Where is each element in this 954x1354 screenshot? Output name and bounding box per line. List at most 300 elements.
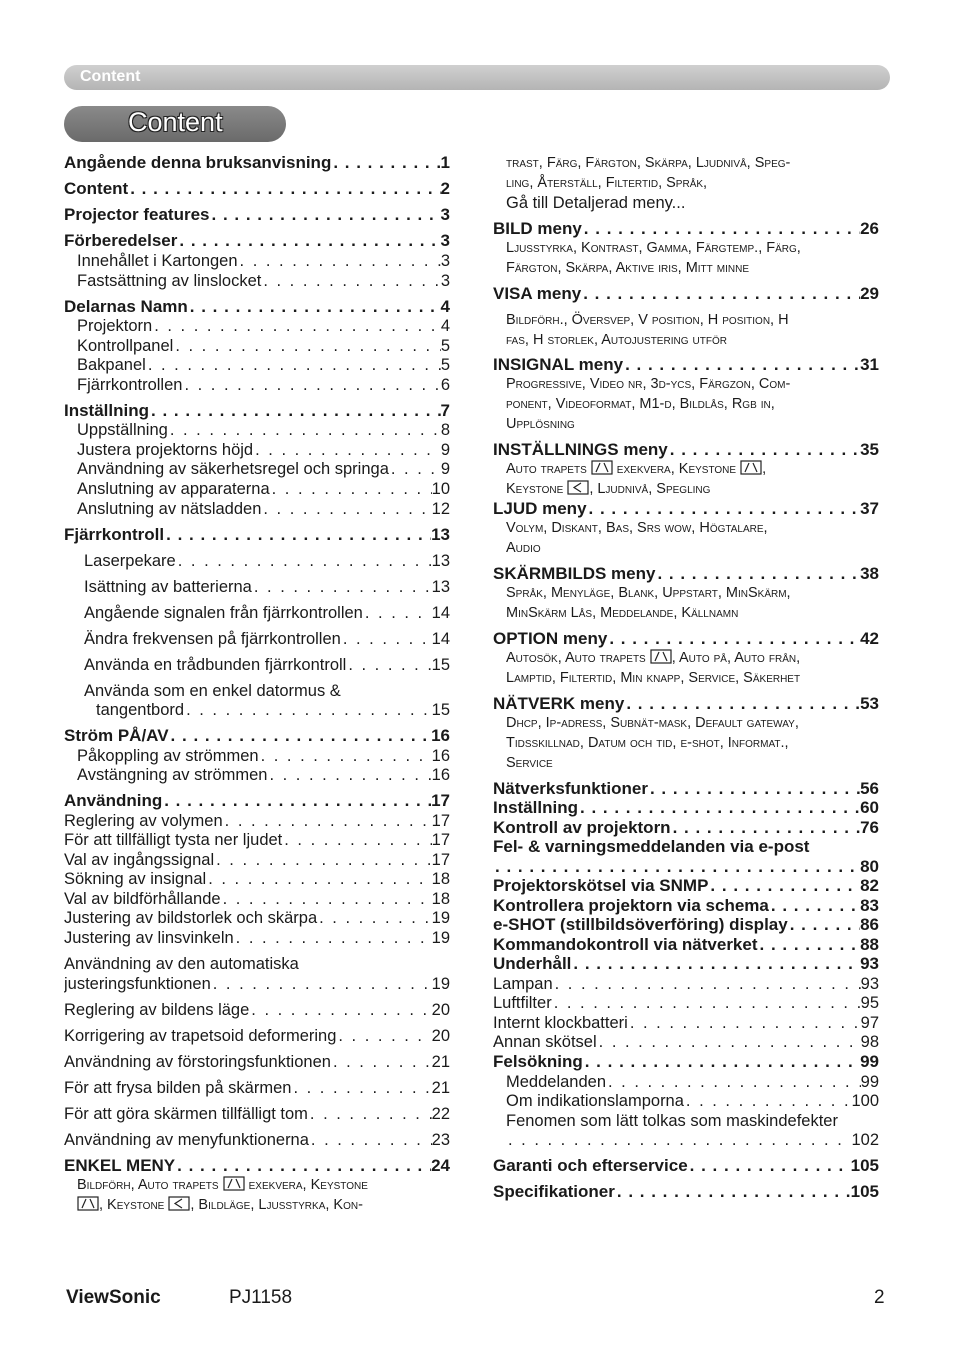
- toc-dot-leader: [363, 603, 432, 623]
- toc-dot-leader: [769, 896, 860, 916]
- toc-entry-title: Reglering av bildens läge: [64, 1001, 250, 1019]
- toc-dot-leader: [221, 889, 432, 909]
- toc-menu-items: [506, 649, 800, 669]
- toc-entry-title: Lampan: [493, 975, 553, 993]
- toc-entry: [493, 694, 879, 714]
- toc-entry-title: För att frysa bilden på skärmen: [64, 1079, 292, 1097]
- toc-entry: [64, 1078, 450, 1098]
- toc-entry-page: 24: [431, 1156, 450, 1175]
- toc-dot-leader: [308, 1104, 432, 1124]
- toc-entry-title: Val av ingångssignal: [64, 851, 215, 869]
- toc-entry-title: Kontrollpanel: [77, 337, 174, 355]
- toc-dot-leader: [582, 219, 860, 239]
- toc-entry-page: 38: [860, 564, 879, 583]
- toc-dot-leader: [175, 1156, 431, 1176]
- toc-dot-leader: [252, 577, 432, 597]
- toc-entry-page: 99: [860, 1052, 879, 1071]
- toc-entry-page: 3: [440, 252, 450, 270]
- toc-entry-title: Delarnas Namn: [64, 297, 188, 316]
- toc-dot-leader: [188, 297, 441, 317]
- toc-entry-page: 9: [440, 441, 450, 459]
- toc-dot-leader: [615, 1182, 851, 1202]
- toc-entry: [77, 251, 450, 271]
- toc-menu-items: [506, 734, 789, 754]
- toc-entry: [493, 798, 879, 818]
- toc-entry-page: 9: [440, 460, 450, 478]
- toc-dot-leader: [583, 1052, 860, 1072]
- toc-entry: [64, 1104, 450, 1124]
- toc-entry: [64, 908, 450, 928]
- toc-entry: [493, 219, 879, 239]
- toc-entry-page: 99: [860, 1073, 879, 1091]
- toc-entry-title: Reglering av volymen: [64, 812, 223, 830]
- toc-entry: [64, 974, 450, 994]
- toc-dot-leader: [336, 1026, 431, 1046]
- toc-entry: [493, 915, 879, 935]
- toc-dot-leader: [493, 857, 860, 877]
- toc-entry-title: Laserpekare: [84, 552, 176, 570]
- toc-entry-title: Användning av menyfunktionerna: [64, 1131, 309, 1149]
- toc-entry: [77, 440, 450, 460]
- toc-entry: [493, 1052, 879, 1072]
- header-band: [64, 65, 890, 90]
- menu-items-text: Bildförh., Översvep, V position, H position, H: [506, 312, 789, 328]
- toc-entry-page: 18: [431, 890, 450, 908]
- toc-menu-items: [77, 1196, 363, 1216]
- toc-entry: [506, 1091, 879, 1111]
- toc-dot-leader: [597, 1032, 861, 1052]
- toc-entry: [493, 954, 879, 974]
- toc-dot-leader: [249, 1000, 431, 1020]
- toc-entry-page: 2: [440, 179, 450, 198]
- menu-items-text: Tidsskillnad, Datum och tid, e-shot, Informat.,: [506, 735, 789, 751]
- toc-entry-title: Luftfilter: [493, 994, 552, 1012]
- toc-entry-title: Angående denna bruksanvisning: [64, 153, 332, 172]
- toc-entry-title: Avstängning av strömmen: [77, 766, 268, 784]
- toc-entry-page: 13: [431, 552, 450, 570]
- toc-entry-page: 7: [440, 401, 450, 420]
- toc-entry-title: För att tillfälligt tysta ner ljudet: [64, 831, 283, 849]
- toc-entry-title: Förberedelser: [64, 231, 178, 250]
- toc-entry-title: BILD meny: [493, 219, 582, 238]
- toc-dot-leader: [270, 479, 432, 499]
- toc-entry-title: LJUD meny: [493, 499, 587, 518]
- menu-items-text: , Ljudnivå, Spegling: [589, 481, 711, 497]
- header-band-label: Content: [80, 68, 141, 85]
- toc-entry: [64, 179, 450, 199]
- toc-dot-leader: [552, 993, 861, 1013]
- toc-entry-page: 3: [440, 231, 450, 250]
- toc-entry-title: Annan skötsel: [493, 1033, 597, 1051]
- toc-entry-title: Anslutning av apparaterna: [77, 480, 270, 498]
- toc-menu-items: [506, 174, 707, 194]
- toc-entry: [493, 935, 879, 955]
- toc-entry: [493, 440, 879, 460]
- toc-dot-leader: [211, 974, 432, 994]
- toc-dot-leader: [176, 551, 432, 571]
- toc-entry: [64, 791, 450, 811]
- keystone-horizontal-icon: [168, 1196, 190, 1211]
- menu-items-text: Volym, Diskant, Bas, Srs wow, Högtalare,: [506, 520, 768, 536]
- toc-text-line: Gå till Detaljerad meny...: [506, 194, 686, 212]
- toc-dot-leader: [210, 205, 441, 225]
- toc-entry-title: Kommandokontroll via nätverket: [493, 935, 758, 954]
- toc-entry-page: 17: [431, 812, 450, 830]
- toc-dot-leader: [182, 375, 440, 395]
- toc-dot-leader: [655, 564, 860, 584]
- toc-entry-page: 22: [431, 1105, 450, 1123]
- toc-entry-title: Val av bildförhållande: [64, 890, 221, 908]
- keystone-vertical-icon: [650, 649, 672, 664]
- toc-entry-title: Fjärrkontroll: [64, 525, 165, 544]
- toc-entry: [64, 1052, 450, 1072]
- toc-entry-title: Sökning av insignal: [64, 870, 207, 888]
- toc-entry-title: Ändra frekvensen på fjärrkontrollen: [84, 630, 341, 648]
- toc-dot-leader: [389, 459, 441, 479]
- toc-entry: [493, 355, 879, 375]
- toc-entry-title: tangentbord: [96, 701, 185, 719]
- toc-entry-page: 56: [860, 779, 879, 798]
- toc-entry: [493, 896, 879, 916]
- toc-dot-leader: [146, 355, 441, 375]
- toc-dot-leader: [128, 179, 440, 199]
- toc-menu-items: [506, 604, 738, 624]
- toc-entry: [493, 818, 879, 838]
- toc-entry-page: 37: [860, 499, 879, 518]
- toc-entry-page: 16: [431, 726, 450, 745]
- toc-dot-leader: [152, 316, 441, 336]
- toc-entry-page: 23: [431, 1131, 450, 1149]
- menu-items-text: Service: [506, 755, 553, 771]
- toc-entry-page: 98: [860, 1033, 879, 1051]
- toc-entry: [64, 889, 450, 909]
- menu-items-text: Dhcp, Ip-adress, Subnät-mask, Default gateway,: [506, 715, 799, 731]
- footer-page-number: 2: [874, 1287, 885, 1308]
- toc-dot-leader: [149, 401, 441, 421]
- toc-dot-leader: [291, 1078, 431, 1098]
- toc-dot-leader: [309, 1130, 432, 1150]
- toc-entry-title: Anslutning av nätsladden: [77, 500, 262, 518]
- toc-entry: [84, 577, 450, 597]
- toc-dot-leader: [587, 499, 861, 519]
- menu-items-text: trast, Färg, Färgton, Skärpa, Ljudnivå, Speg-: [506, 155, 791, 171]
- toc-dot-leader: [506, 1130, 851, 1150]
- toc-entry-title: Kontrollera projektorn via schema: [493, 896, 769, 915]
- toc-entry: [77, 355, 450, 375]
- toc-entry: [77, 479, 450, 499]
- menu-items-text: Auto trapets: [506, 461, 591, 477]
- toc-entry: [77, 746, 450, 766]
- toc-entry-title: Internt klockbatteri: [493, 1014, 628, 1032]
- toc-entry-title: Garanti och efterservice: [493, 1156, 688, 1175]
- toc-menu-items: [506, 480, 710, 500]
- toc-entry-page: 6: [440, 376, 450, 394]
- toc-entry-page: 83: [860, 896, 879, 915]
- toc-entry-title: Fastsättning av linslocket: [77, 272, 262, 290]
- toc-entry-title: Content: [64, 179, 129, 198]
- toc-menu-items: [506, 539, 541, 559]
- toc-entry-page: 17: [431, 831, 450, 849]
- toc-entry-page: 21: [431, 1053, 450, 1071]
- toc-entry: [64, 1026, 450, 1046]
- menu-items-text: Progressive, Video nr, 3d-ycs, Färgzon, Com-: [506, 376, 791, 392]
- toc-entry: [64, 153, 450, 173]
- toc-entry-title: Om indikationslamporna: [506, 1092, 684, 1110]
- toc-entry-title: Kontroll av projektorn: [493, 818, 671, 837]
- toc-entry-title: INSIGNAL meny: [493, 355, 624, 374]
- toc-entry-page: 76: [860, 818, 879, 837]
- toc-entry-title: För att göra skärmen tillfälligt tom: [64, 1105, 308, 1123]
- toc-entry: [77, 459, 450, 479]
- keystone-horizontal-icon: [567, 480, 589, 495]
- toc-entry: [64, 726, 450, 746]
- toc-entry-page: 82: [860, 876, 879, 895]
- toc-dot-leader: [259, 746, 432, 766]
- toc-menu-items: [506, 259, 749, 279]
- toc-entry-title: Uppställning: [77, 421, 168, 439]
- toc-entry: [77, 316, 450, 336]
- toc-dot-leader: [346, 655, 431, 675]
- toc-entry-page: 15: [431, 701, 450, 719]
- toc-entry-page: 95: [860, 994, 879, 1012]
- toc-entry-page: 12: [431, 500, 450, 518]
- toc-entry-title: Felsökning: [493, 1052, 583, 1071]
- page-title: Content: [128, 107, 223, 137]
- toc-dot-leader: [578, 798, 860, 818]
- toc-entry: [64, 830, 450, 850]
- menu-items-text: Autosök, Auto trapets: [506, 650, 650, 666]
- toc-text-line: Fel- & varningsmeddelanden via e-post: [493, 837, 810, 856]
- toc-dot-leader: [238, 251, 441, 271]
- toc-entry-title: Justering av linsvinkeln: [64, 929, 234, 947]
- toc-dot-leader: [331, 153, 440, 173]
- toc-dot-leader: [162, 791, 431, 811]
- toc-entry-page: 35: [860, 440, 879, 459]
- toc-entry-page: 1: [440, 153, 450, 172]
- toc-entry-page: 5: [440, 356, 450, 374]
- toc-entry: [493, 993, 879, 1013]
- toc-entry-title: Användning: [64, 791, 163, 810]
- toc-dot-leader: [267, 765, 431, 785]
- toc-entry: [64, 1130, 450, 1150]
- toc-entry: [64, 850, 450, 870]
- menu-items-text: ling, Återställ, Filtertid, Språk,: [506, 175, 708, 191]
- toc-entry-page: 100: [851, 1092, 879, 1110]
- toc-entry: [77, 271, 450, 291]
- toc-menu-items: [506, 754, 553, 774]
- footer-model: PJ1158: [229, 1287, 293, 1308]
- toc-dot-leader: [331, 1052, 432, 1072]
- menu-items-text: Bildförh, Auto trapets: [77, 1177, 223, 1193]
- toc-entry-page: 102: [851, 1131, 879, 1149]
- toc-entry-page: 20: [431, 1027, 450, 1045]
- toc-dot-leader: [173, 336, 440, 356]
- toc-entry-title: Bakpanel: [77, 356, 146, 374]
- menu-items-text: exekvera, Keystone: [244, 1177, 368, 1193]
- toc-entry-title: Användning av säkerhetsregel och springa: [77, 460, 389, 478]
- toc-entry-page: 20: [431, 1001, 450, 1019]
- toc-entry-page: 53: [860, 694, 879, 713]
- toc-menu-items: [506, 460, 766, 480]
- toc-menu-items: [506, 714, 799, 734]
- toc-entry-page: 80: [860, 857, 879, 876]
- toc-menu-items: [506, 395, 775, 415]
- toc-entry: [64, 928, 450, 948]
- toc-entry-page: 14: [431, 630, 450, 648]
- menu-items-text: exekvera, Keystone: [612, 461, 741, 477]
- toc-entry-page: 42: [860, 629, 879, 648]
- toc-entry-title: Korrigering av trapetsoid deformering: [64, 1027, 337, 1045]
- toc-entry-title: INSTÄLLNINGS meny: [493, 440, 668, 459]
- toc-entry-title: e-SHOT (stillbildsöverföring) display: [493, 915, 788, 934]
- toc-entry-page: 18: [431, 870, 450, 888]
- toc-entry-page: 3: [440, 272, 450, 290]
- menu-items-text: , Keystone: [99, 1197, 169, 1213]
- toc-dot-leader: [684, 1091, 852, 1111]
- toc-dot-leader: [607, 629, 860, 649]
- toc-entry-page: 14: [431, 604, 450, 622]
- toc-entry-page: 5: [440, 337, 450, 355]
- toc-entry-page: 21: [431, 1079, 450, 1097]
- toc-entry-page: 16: [431, 747, 450, 765]
- toc-dot-leader: [606, 1072, 861, 1092]
- toc-entry-page: 17: [431, 851, 450, 869]
- toc-entry-title: Projektorn: [77, 317, 153, 335]
- toc-entry-page: 4: [440, 297, 450, 316]
- toc-dot-leader: [253, 440, 441, 460]
- toc-dot-leader: [223, 811, 432, 831]
- toc-entry-title: Användning av förstoringsfunktionen: [64, 1053, 331, 1071]
- toc-menu-items: [506, 331, 727, 351]
- menu-items-text: Ljusstyrka, Kontrast, Gamma, Färgtemp., Färg,: [506, 240, 801, 256]
- toc-entry-title: NÄTVERK meny: [493, 694, 625, 713]
- toc-entry-page: 60: [860, 798, 879, 817]
- menu-items-text: ,: [762, 461, 767, 477]
- toc-entry-title: Underhåll: [493, 954, 572, 973]
- toc-entry: [493, 1182, 879, 1202]
- toc-entry: [64, 525, 450, 545]
- toc-entry: [493, 564, 879, 584]
- toc-entry-title: Specifikationer: [493, 1182, 615, 1201]
- footer-brand: ViewSonic: [66, 1287, 161, 1308]
- toc-entry: [77, 499, 450, 519]
- toc-entry-title: Nätverksfunktioner: [493, 779, 648, 798]
- toc-dot-leader: [177, 231, 440, 251]
- toc-text-line: Fenomen som lätt tolkas som maskindefekter: [506, 1112, 838, 1130]
- toc-entry: [493, 1032, 879, 1052]
- toc-dot-leader: [688, 1156, 851, 1176]
- menu-items-text: Keystone: [506, 481, 568, 497]
- toc-dot-leader: [341, 629, 432, 649]
- toc-menu-items: [506, 415, 575, 435]
- toc-entry-title: Justering av bildstorlek och skärpa: [64, 909, 318, 927]
- toc-dot-leader: [581, 284, 860, 304]
- toc-entry-page: 19: [431, 975, 450, 993]
- toc-entry-page: 105: [850, 1182, 879, 1201]
- toc-dot-leader: [624, 694, 860, 714]
- toc-dot-leader: [168, 420, 441, 440]
- toc-entry-title: Angående signalen från fjärrkontrollen: [84, 604, 363, 622]
- toc-dot-leader: [571, 954, 860, 974]
- toc-entry: [493, 974, 879, 994]
- toc-entry: [493, 876, 879, 896]
- toc-dot-leader: [282, 830, 431, 850]
- toc-dot-leader: [758, 935, 861, 955]
- toc-text-line: Användning av den automatiska: [64, 955, 299, 973]
- toc-dot-leader: [628, 1013, 861, 1033]
- toc-entry-title: Inställning: [64, 401, 149, 420]
- keystone-vertical-icon: [223, 1176, 245, 1191]
- toc-entry: [77, 375, 450, 395]
- toc-entry-title: VISA meny: [493, 284, 582, 303]
- toc-entry-title: Isättning av batterierna: [84, 578, 252, 596]
- toc-entry: [84, 655, 450, 675]
- toc-entry-page: 97: [860, 1014, 879, 1032]
- keystone-vertical-icon: [740, 460, 762, 475]
- toc-entry: [493, 629, 879, 649]
- toc-dot-leader: [623, 355, 860, 375]
- toc-entry-title: Innehållet i Kartongen: [77, 252, 238, 270]
- toc-entry-title: Projektorskötsel via SNMP: [493, 876, 709, 895]
- toc-entry-title: SKÄRMBILDS meny: [493, 564, 656, 583]
- toc-text-line: Använda som en enkel datormus &: [84, 682, 341, 700]
- toc-menu-items: [506, 154, 790, 174]
- toc-menu-items: [506, 519, 768, 539]
- toc-entry: [64, 1156, 450, 1176]
- toc-entry-title: Använda en trådbunden fjärrkontroll: [84, 656, 347, 674]
- toc-entry-page: 31: [860, 355, 879, 374]
- toc-entry-page: 8: [440, 421, 450, 439]
- toc-entry: [84, 629, 450, 649]
- toc-dot-leader: [214, 850, 432, 870]
- toc-entry: [493, 779, 879, 799]
- toc-dot-leader: [261, 499, 431, 519]
- toc-dot-leader: [206, 869, 431, 889]
- toc-dot-leader: [261, 271, 440, 291]
- toc-entry-page: 19: [431, 929, 450, 947]
- toc-entry-page: 17: [431, 791, 450, 810]
- toc-entry-title: Justera projektorns höjd: [77, 441, 254, 459]
- toc-dot-leader: [169, 726, 432, 746]
- toc-menu-items: [506, 584, 791, 604]
- menu-items-text: Audio: [506, 540, 541, 556]
- menu-items-text: Språk, Menyläge, Blank, Uppstart, MinSkärm,: [506, 585, 791, 601]
- toc-menu-items: [506, 375, 790, 395]
- toc-entry-title: Projector features: [64, 205, 210, 224]
- toc-entry-page: 26: [860, 219, 879, 238]
- toc-menu-items: [506, 669, 800, 689]
- toc-entry: [77, 336, 450, 356]
- toc-entry: [64, 869, 450, 889]
- toc-entry-title: ENKEL MENY: [64, 1156, 176, 1175]
- toc-entry: [64, 1000, 450, 1020]
- toc-entry: [506, 1130, 879, 1150]
- toc-dot-leader: [708, 876, 860, 896]
- toc-entry: [84, 551, 450, 571]
- toc-entry-title: Ström PÅ/AV: [64, 726, 169, 745]
- toc-entry: [64, 811, 450, 831]
- toc-entry: [64, 401, 450, 421]
- toc-entry: [493, 857, 879, 877]
- toc-dot-leader: [671, 818, 861, 838]
- toc-entry: [64, 231, 450, 251]
- menu-items-text: Lamptid, Filtertid, Min knapp, Service, Säkerhet: [506, 670, 801, 686]
- toc-entry: [493, 1013, 879, 1033]
- menu-items-text: fas, H storlek, Autojustering utför: [506, 332, 727, 348]
- toc-entry-page: 19: [431, 909, 450, 927]
- toc-entry: [493, 1156, 879, 1176]
- menu-items-text: ponent, Videoformat, M1-d, Bildlås, Rgb in,: [506, 396, 775, 412]
